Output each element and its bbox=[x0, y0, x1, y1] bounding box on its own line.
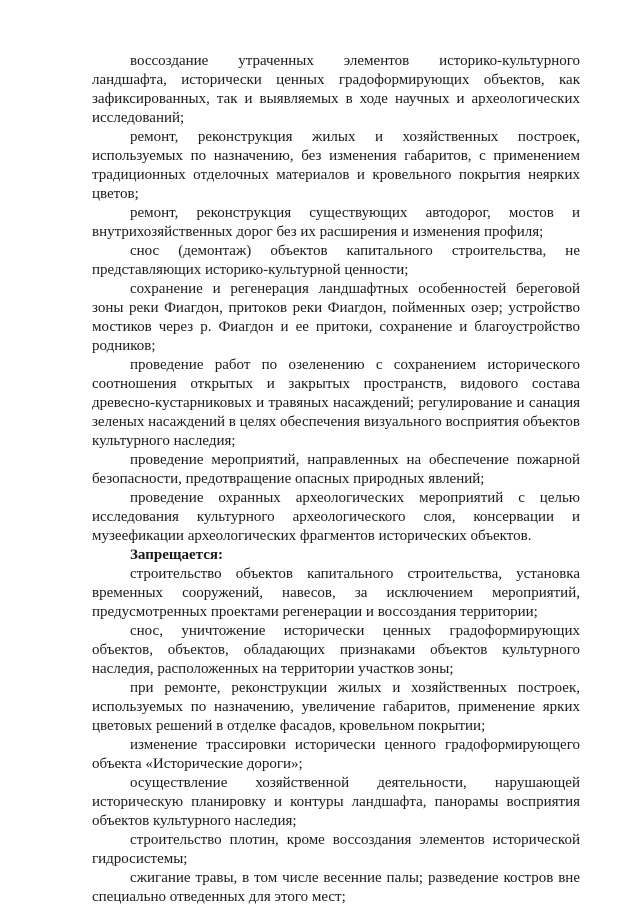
paragraph-allowed-8: проведение охранных археологических мероприятий с целью исследования культурного археологического слоя, консервации и музеефикации археологических фрагментов исторических объектов. bbox=[92, 490, 580, 544]
paragraph-prohibited-2: снос, уничтожение исторически ценных градоформирующих объектов, объектов, обладающих признаками объектов культурного наследия, расположенных на территории участков зоны; bbox=[92, 623, 580, 677]
paragraph-allowed-5: сохранение и регенерация ландшафтных особенностей береговой зоны реки Фиагдон, притоков реки Фиагдон, пойменных озер; устройство мостиков через р. Фиагдон и ее притоки, сохранение и благоустройство родников; bbox=[92, 281, 580, 354]
paragraph-allowed-6: проведение работ по озеленению с сохранением исторического соотношения открытых и закрытых пространств, видового состава древесно-кустарниковых и травяных насаждений; регулирование и санация зеленых насаждений в целях обеспечения визуального восприятия объектов культурного наследия; bbox=[92, 357, 580, 449]
section-heading-prohibited: Запрещается: bbox=[130, 547, 224, 563]
paragraph-prohibited-5: осуществление хозяйственной деятельности, нарушающей историческую планировку и контуры ландшафта, панорамы восприятия объектов культурного наследия; bbox=[92, 775, 580, 829]
document-page bbox=[92, 52, 580, 907]
paragraph-allowed-1: воссоздание утраченных элементов историко-культурного ландшафта, исторически ценных градоформирующих объектов, как зафиксированных, так и выявляемых в ходе научных и археологических исследований; bbox=[92, 53, 580, 126]
paragraph-allowed-7: проведение мероприятий, направленных на обеспечение пожарной безопасности, предотвращение опасных природных явлений; bbox=[92, 452, 580, 487]
paragraph-allowed-4: снос (демонтаж) объектов капитального строительства, не представляющих историко-культурной ценности; bbox=[92, 243, 580, 278]
paragraph-prohibited-3: при ремонте, реконструкции жилых и хозяйственных построек, используемых по назначению, увеличение габаритов, применение ярких цветовых решений в отделке фасадов, кровельном покрытии; bbox=[92, 680, 580, 734]
paragraph-prohibited-1: строительство объектов капитального строительства, установка временных сооружений, навесов, за исключением мероприятий, предусмотренных проектами регенерации и воссоздания территории; bbox=[92, 566, 580, 620]
paragraph-allowed-2: ремонт, реконструкция жилых и хозяйственных построек, используемых по назначению, без изменения габаритов, с применением традиционных отделочных материалов и кровельного покрытия неярких цветов; bbox=[92, 129, 580, 202]
paragraph-prohibited-7: сжигание травы, в том числе весенние палы; разведение костров вне специально отведенных для этого мест; bbox=[92, 870, 580, 905]
paragraph-allowed-3: ремонт, реконструкция существующих автодорог, мостов и внутрихозяйственных дорог без их расширения и изменения профиля; bbox=[92, 205, 580, 240]
paragraph-prohibited-6: строительство плотин, кроме воссоздания элементов исторической гидросистемы; bbox=[92, 832, 580, 867]
paragraph-prohibited-4: изменение трассировки исторически ценного градоформирующего объекта «Исторические дороги»; bbox=[92, 737, 580, 772]
